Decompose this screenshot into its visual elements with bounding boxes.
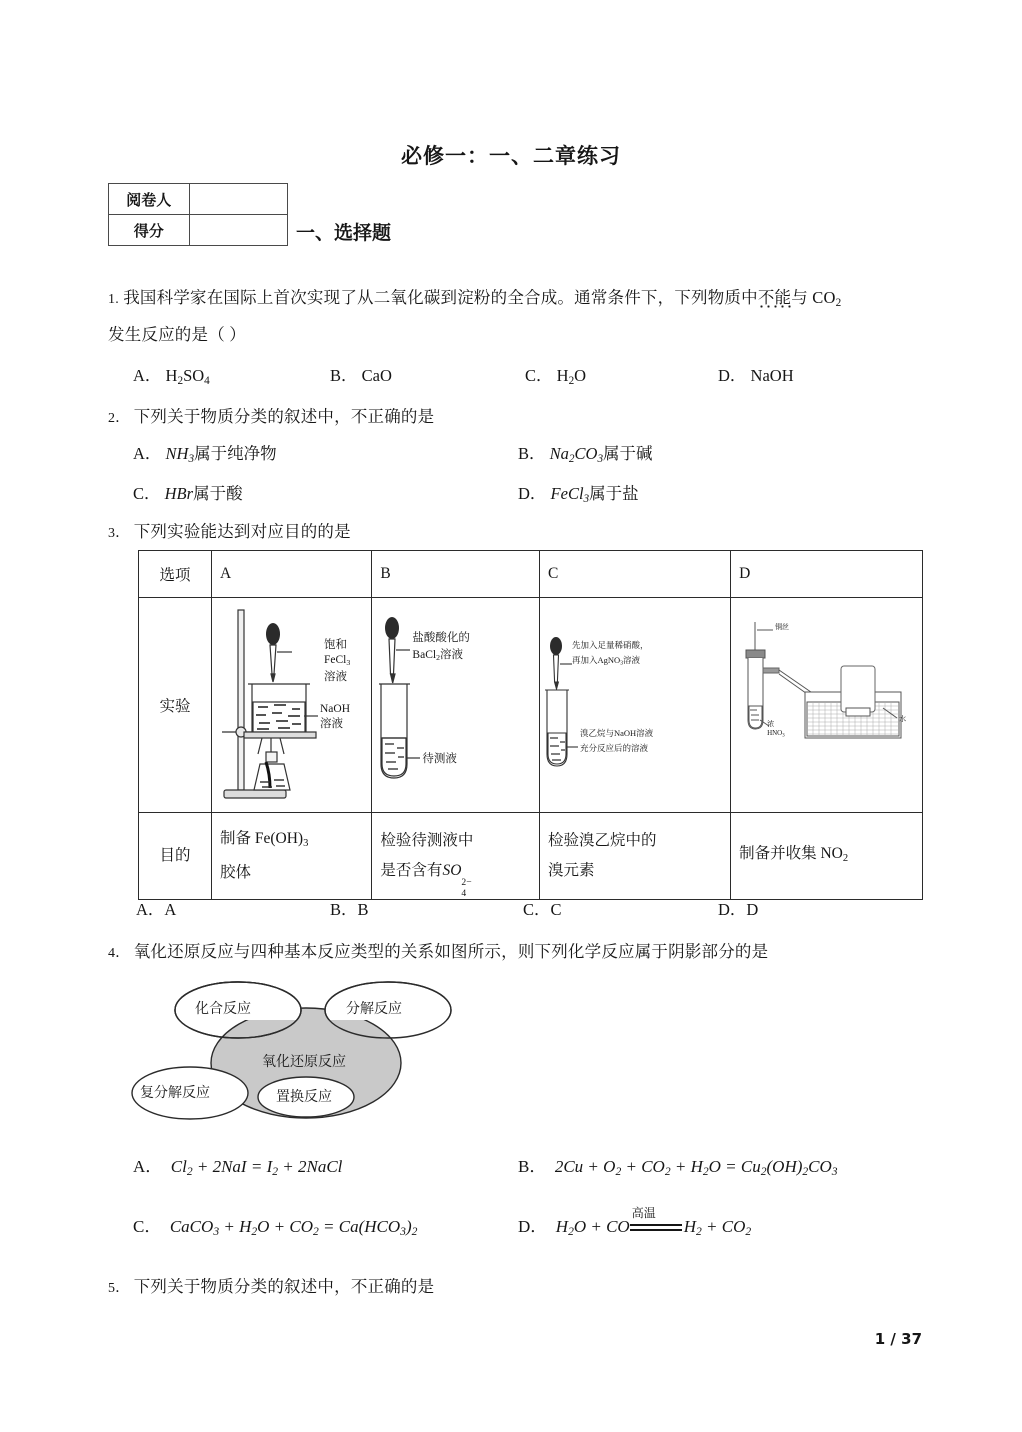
page-title: 必修一：一、二章练习 [401, 144, 621, 168]
q4-option-d[interactable]: D． $H_2O$ + CO 高温 $H_2 + CO_2$ [518, 1206, 752, 1239]
figure-d-acid-label: 浓 $HNO_3$ [767, 720, 785, 739]
experiment-table-figure-row [139, 598, 923, 813]
question-3-options [0, 896, 1022, 926]
col-header-b: B [372, 551, 540, 598]
venn-diagram [128, 975, 508, 1125]
reviewer-value[interactable] [189, 184, 287, 215]
venn-label-redox: 氧化还原反应 [262, 1055, 346, 1070]
score-label: 得分 [109, 215, 190, 246]
figure-cell-c [539, 598, 730, 813]
question-3-body: 下列实验能达到对应目的的是 [133, 522, 351, 541]
experiment-table-purpose-row [139, 813, 923, 900]
question-2-options-row2 [0, 480, 1022, 510]
figure-d-water-label: 水 [899, 715, 907, 723]
question-5-text [108, 1272, 434, 1304]
q2-option-d-label: D． [518, 484, 547, 503]
figure-a-beaker-label: NaOH 溶液 [320, 703, 351, 730]
question-2-number: 2． [108, 411, 130, 426]
q1-option-a[interactable]: A． $H_2SO_4$ [133, 366, 210, 388]
col-header-d: D [731, 551, 923, 598]
venn-label-metathesis: 复分解反应 [140, 1086, 210, 1101]
question-2-body: 下列关于物质分类的叙述中，不正确的是 [133, 407, 435, 426]
page-number: 1 / 37 [874, 1330, 922, 1348]
question-4-body: 氧化还原反应与四种基本反应类型的关系如图所示，则下列化学反应属于阴影部分的是 [133, 942, 769, 961]
q1-option-c-label: C． [525, 366, 553, 385]
question-1-text [108, 283, 922, 318]
q1-option-c[interactable]: C． $H_2O$ [525, 366, 587, 388]
question-1-tail: 与 CO [791, 288, 836, 307]
purpose-cell-c: 检验溴乙烷中的 溴元素 [539, 813, 730, 900]
q4-option-c[interactable]: C． CaCO$_3$ + $H_2O + CO_2 = Ca(HCO_3)_2$ [133, 1217, 418, 1239]
purpose-cell-b: 检验待测液中 是否含有SO 2− 4 [372, 813, 540, 900]
reviewer-label: 阅卷人 [109, 184, 190, 215]
question-3-number: 3． [108, 526, 130, 541]
question-1-number: 1. [108, 292, 119, 307]
question-4-options-row1 [0, 1152, 1022, 1184]
q1-option-b-label: B． [330, 366, 358, 385]
score-value[interactable] [189, 215, 287, 246]
question-3-text [108, 517, 351, 549]
purpose-cell-a: 制备 $Fe(OH)_3$ 胶体 [212, 813, 372, 900]
q3-option-c[interactable]: C．C [523, 900, 562, 919]
question-4-number: 4． [108, 946, 130, 961]
q1-option-d-label: D． [718, 366, 747, 385]
q4-option-d-condition: 高温 [631, 1206, 656, 1221]
q2-option-d[interactable]: D． FeCl$_3$属于盐 [518, 484, 639, 506]
row-label-purpose: 目的 [139, 813, 212, 900]
figure-a-dropper-label: 饱和FeCl$_3$ 溶液 [324, 639, 351, 684]
experiment-table-header-row [139, 551, 923, 598]
figure-cell-d [731, 598, 923, 813]
figure-cell-a [212, 598, 372, 813]
q2-option-b[interactable]: B． $Na_2CO_3$属于碱 [518, 444, 653, 466]
grading-box [108, 183, 288, 246]
question-1-body2: 发生反应的是（ ） [108, 325, 246, 344]
q4-option-b-label: B． [518, 1157, 547, 1176]
q2-option-b-label: B． [518, 444, 546, 463]
question-2-options-row1 [0, 440, 1022, 470]
q1-option-a-label: A． [133, 366, 162, 385]
venn-label-combination: 化合反应 [195, 1002, 251, 1017]
question-5-number: 5． [108, 1281, 130, 1296]
q4-option-d-label: D． [518, 1217, 548, 1236]
q4-option-a-label: A． [133, 1157, 163, 1176]
apparatus-diagram-c [542, 602, 728, 808]
question-1-emphasis: 不能 [758, 288, 791, 310]
q1-option-b[interactable]: B． CaO [330, 366, 392, 385]
q2-option-c[interactable]: C． HBr属于酸 [133, 484, 243, 503]
q3-option-d[interactable]: D．D [718, 900, 759, 919]
figure-b-dropper-label: 盐酸酸化的 BaCl$_2$溶液 [412, 632, 470, 663]
figure-b-tube-label: 待测液 [422, 753, 457, 765]
apparatus-diagram-d [733, 602, 920, 808]
q2-option-a-label: A． [133, 444, 162, 463]
figure-cell-b [372, 598, 540, 813]
q2-option-c-label: C． [133, 484, 161, 503]
section-heading: 一、选择题 [296, 222, 392, 244]
question-4-options-row2 [0, 1206, 1022, 1244]
question-1-text-line2 [108, 320, 922, 350]
row-label-option: 选项 [139, 551, 212, 598]
q3-option-b[interactable]: B．B [330, 900, 369, 919]
q2-option-a[interactable]: A． $NH_3$属于纯净物 [133, 444, 277, 466]
question-4-text [108, 937, 768, 969]
col-header-a: A [212, 551, 372, 598]
question-1-options [0, 362, 1022, 392]
figure-c-dropper-label: 先加入足量稀硝酸， 再加入AgNO$_3$溶液 [571, 640, 649, 667]
experiment-table [138, 550, 923, 900]
purpose-cell-d: 制备并收集 $NO_2$ [731, 813, 923, 900]
apparatus-diagram-b [374, 602, 537, 808]
venn-label-displacement: 置换反应 [276, 1090, 332, 1105]
figure-d-wire-label: 铜丝 [775, 623, 790, 631]
figure-c-tube-label: 溴乙烷与NaOH溶液 充分反应后的溶液 [579, 728, 654, 753]
apparatus-diagram-a [214, 602, 369, 808]
question-1-body: 我国科学家在国际上首次实现了从二氧化碳到淀粉的全合成。通常条件下，下列物质中 [123, 288, 758, 307]
grading-row-score [109, 215, 288, 246]
q4-option-b[interactable]: B． $2Cu + O_2 + CO_2 + H_2O = Cu_2(OH)_2CO_3$ [518, 1157, 838, 1179]
venn-label-decomposition: 分解反应 [346, 1002, 402, 1017]
grading-row-reviewer [109, 184, 288, 215]
q3-option-a[interactable]: A．A [136, 900, 177, 919]
q4-option-a[interactable]: A． $Cl_2 + 2NaI = I_2$ + 2NaCl [133, 1157, 343, 1179]
question-2-text [108, 402, 434, 434]
question-1-tail-sub: 2 [835, 297, 842, 310]
q1-option-d[interactable]: D． NaOH [718, 366, 794, 385]
q4-option-c-label: C． [133, 1217, 162, 1236]
row-label-experiment: 实验 [139, 598, 212, 813]
col-header-c: C [539, 551, 730, 598]
question-5-body: 下列关于物质分类的叙述中，不正确的是 [133, 1277, 435, 1296]
